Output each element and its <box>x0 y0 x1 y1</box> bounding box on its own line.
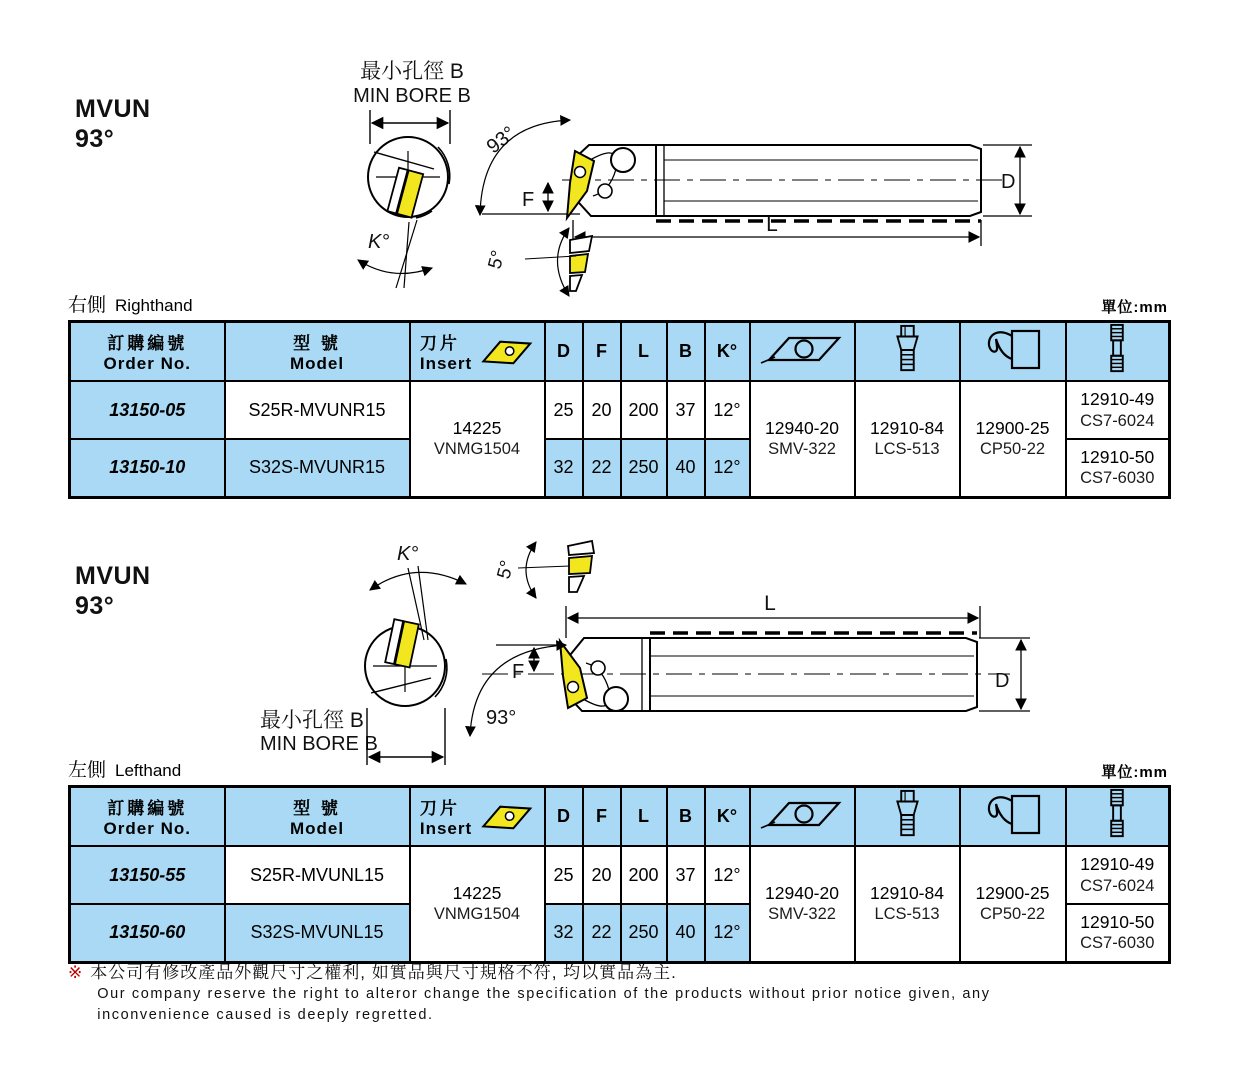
header-k: K° <box>705 787 750 847</box>
header-l: L <box>621 322 667 382</box>
vnmg-insert-icon <box>474 800 534 834</box>
cell-b: 37 <box>667 381 705 439</box>
righthand-caption-row <box>68 290 1168 317</box>
series-name: MVUN <box>75 95 151 123</box>
hand-label-en: Lefthand <box>115 761 182 780</box>
header-l: L <box>621 787 667 847</box>
angle-5-label: 5° <box>493 558 519 582</box>
cell-model: S25R-MVUNR15 <box>225 381 410 439</box>
cell-model: S32S-MVUNL15 <box>225 904 410 962</box>
hand-label-zh: 左側 <box>68 760 107 781</box>
header-clamp <box>960 787 1066 847</box>
dim-l-label: L <box>764 592 776 615</box>
header-insert: 刀片 Insert <box>410 322 545 382</box>
header-d: D <box>545 787 583 847</box>
cell-screw: 12910-49 CS7-6024 <box>1066 381 1170 439</box>
header-shim <box>750 787 855 847</box>
section-title-lefthand <box>75 562 151 621</box>
min-bore-label-zh: 最小孔徑 B <box>360 60 464 83</box>
header-order-no: 訂購編號 Order No. <box>70 787 225 847</box>
header-model: 型 號 Model <box>225 787 410 847</box>
cell-d: 25 <box>545 381 583 439</box>
series-name: MVUN <box>75 562 151 590</box>
k-angle-label: K° <box>368 231 390 253</box>
end-view-insert <box>387 168 423 218</box>
footnote <box>68 962 1178 1026</box>
dim-f-label: F <box>512 661 525 683</box>
angle-93-label: 93° <box>486 707 517 729</box>
cell-b: 37 <box>667 846 705 904</box>
cell-model: S32S-MVUNR15 <box>225 439 410 497</box>
insert-hole <box>568 682 579 693</box>
hand-label-zh: 右側 <box>68 295 107 316</box>
dim-d-label: D <box>995 670 1010 692</box>
footnote-en-line1: Our company reserve the right to alteror change the specification of the products without prior notice given, any <box>97 986 991 1003</box>
header-insert: 刀片 Insert <box>410 787 545 847</box>
cell-order-no: 13150-10 <box>70 439 225 497</box>
header-k: K° <box>705 322 750 382</box>
header-clamp <box>960 322 1066 382</box>
cell-clamp: 12900-25 CP50-22 <box>960 846 1066 962</box>
shim-seat-icon <box>759 329 845 369</box>
cell-screw: 12910-50 CS7-6030 <box>1066 904 1170 962</box>
cell-d: 25 <box>545 846 583 904</box>
series-angle: 93° <box>75 591 115 620</box>
header-model: 型 號 Model <box>225 322 410 382</box>
end-view-insert <box>385 619 419 667</box>
lefthand-spec-table <box>68 785 1171 964</box>
toolholder-body <box>562 145 1008 221</box>
cell-order-no: 13150-60 <box>70 904 225 962</box>
angle-5-label: 5° <box>484 248 510 272</box>
cell-f: 22 <box>583 904 621 962</box>
header-shim <box>750 322 855 382</box>
table-header-row <box>70 787 1170 847</box>
cell-k: 12° <box>705 439 750 497</box>
dim-l-label: L <box>766 213 778 236</box>
cell-l: 250 <box>621 904 667 962</box>
k-angle-label: K° <box>397 543 419 565</box>
righthand-spec-table <box>68 320 1171 499</box>
angle-93-label: 93° <box>482 122 520 159</box>
header-order-no: 訂購編號 Order No. <box>70 322 225 382</box>
header-pin <box>855 322 960 382</box>
cell-insert: 14225 VNMG1504 <box>410 846 545 962</box>
cell-l: 250 <box>621 439 667 497</box>
cell-f: 20 <box>583 381 621 439</box>
header-f: F <box>583 322 621 382</box>
cell-k: 12° <box>705 904 750 962</box>
cell-b: 40 <box>667 904 705 962</box>
righthand-toolholder-drawing <box>320 48 1050 306</box>
cell-screw: 12910-49 CS7-6024 <box>1066 846 1170 904</box>
header-d: D <box>545 322 583 382</box>
cell-d: 32 <box>545 904 583 962</box>
dim-f <box>496 645 566 671</box>
cell-clamp: 12900-25 CP50-22 <box>960 381 1066 497</box>
cell-l: 200 <box>621 846 667 904</box>
cell-k: 12° <box>705 846 750 904</box>
lefthand-toolholder-drawing <box>230 538 1050 766</box>
cell-order-no: 13150-55 <box>70 846 225 904</box>
series-angle: 93° <box>75 124 115 153</box>
clamp-icon <box>981 326 1045 372</box>
unit-label: 單位:mm <box>1101 764 1168 781</box>
section-title-righthand <box>75 95 151 154</box>
insert-hole <box>575 167 586 178</box>
cell-insert: 14225 VNMG1504 <box>410 381 545 497</box>
cell-f: 22 <box>583 439 621 497</box>
header-b: B <box>667 787 705 847</box>
header-b: B <box>667 322 705 382</box>
min-bore-label-en: MIN BORE B <box>260 733 378 755</box>
cell-k: 12° <box>705 381 750 439</box>
header-f: F <box>583 787 621 847</box>
table-row <box>70 846 1170 904</box>
cell-b: 40 <box>667 439 705 497</box>
table-row <box>70 381 1170 439</box>
dim-f-label: F <box>522 189 535 211</box>
footnote-zh: 本公司有修改產品外觀尺寸之權利, 如實品與尺寸規格不符, 均以實品為主. <box>90 963 677 982</box>
header-screw <box>1066 787 1170 847</box>
cell-pin: 12910-84 LCS-513 <box>855 846 960 962</box>
header-screw <box>1066 322 1170 382</box>
cell-l: 200 <box>621 381 667 439</box>
lock-pin-icon <box>892 324 922 374</box>
dim-d-label: D <box>1001 171 1016 193</box>
angle-5-detail <box>525 228 592 296</box>
lefthand-caption-row <box>68 755 1168 782</box>
angle-93-arc <box>470 645 566 736</box>
angle-5-detail <box>518 541 594 598</box>
cell-pin: 12910-84 LCS-513 <box>855 381 960 497</box>
cell-screw: 12910-50 CS7-6030 <box>1066 439 1170 497</box>
clamp-screw-icon <box>1105 788 1129 840</box>
cell-d: 32 <box>545 439 583 497</box>
min-bore-label-zh: 最小孔徑 B <box>260 709 364 732</box>
unit-label: 單位:mm <box>1101 299 1168 316</box>
footnote-symbol: ※ <box>68 963 83 982</box>
min-bore-dimension <box>370 110 450 144</box>
cell-model: S25R-MVUNL15 <box>225 846 410 904</box>
hand-label-en: Righthand <box>115 296 193 315</box>
header-pin <box>855 787 960 847</box>
shim-seat-icon <box>759 794 845 834</box>
clamp-icon <box>981 791 1045 837</box>
cell-shim: 12940-20 SMV-322 <box>750 381 855 497</box>
cell-order-no: 13150-05 <box>70 381 225 439</box>
clamp-screw-icon <box>1105 323 1129 375</box>
vnmg-insert-icon <box>474 335 534 369</box>
cell-f: 20 <box>583 846 621 904</box>
lock-pin-icon <box>892 789 922 839</box>
min-bore-label-en: MIN BORE B <box>353 85 471 107</box>
footnote-en-line2: inconvenience caused is deeply regretted. <box>97 1007 434 1024</box>
cell-shim: 12940-20 SMV-322 <box>750 846 855 962</box>
table-header-row <box>70 322 1170 382</box>
